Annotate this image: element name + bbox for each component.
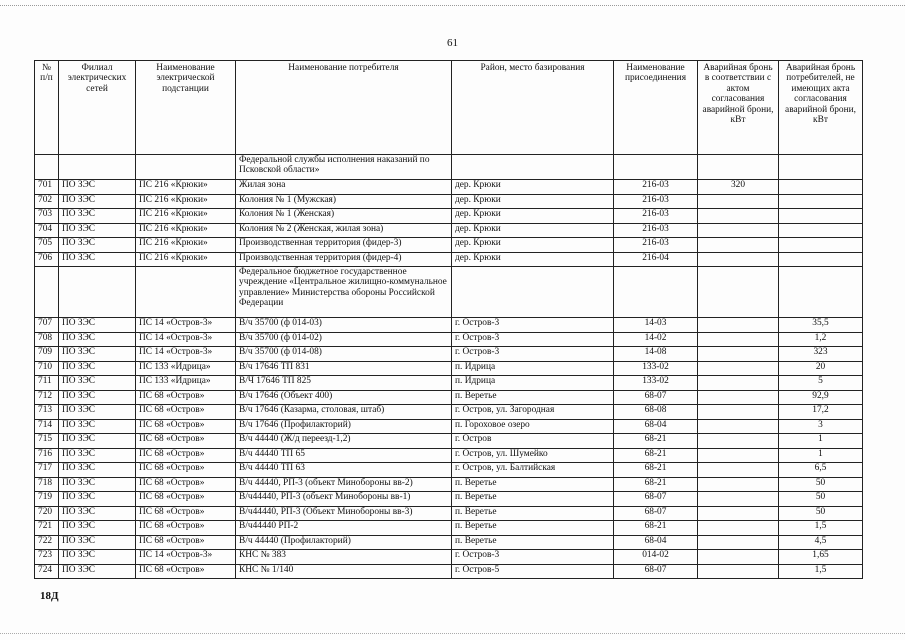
table-row: [35, 252, 863, 267]
row-reserve-with-act: [698, 238, 779, 253]
row-number: 721: [35, 521, 59, 536]
row-reserve-with-act: [698, 361, 779, 376]
header-branch: Филиал электрических сетей: [59, 61, 136, 155]
table-row: [35, 209, 863, 224]
table-header: [35, 61, 863, 155]
row-branch: ПО ЗЭС: [59, 318, 136, 333]
row-connection: 216-03: [614, 238, 698, 253]
row-reserve-with-act: [698, 223, 779, 238]
row-reserve-with-act: [698, 506, 779, 521]
row-district: дер. Крюки: [452, 194, 614, 209]
row-reserve-without-act: 3: [779, 419, 863, 434]
row-substation: ПС 14 «Остров-3»: [136, 332, 236, 347]
row-substation: ПС 68 «Остров»: [136, 477, 236, 492]
row-substation: ПС 68 «Остров»: [136, 521, 236, 536]
row-district: п. Веретье: [452, 390, 614, 405]
row-substation: ПС 68 «Остров»: [136, 419, 236, 434]
table-row: [35, 492, 863, 507]
row-reserve-without-act: 17,2: [779, 405, 863, 420]
row-connection: 68-21: [614, 463, 698, 478]
row-connection: 014-02: [614, 550, 698, 565]
section-empty-cell: [59, 267, 136, 318]
row-number: 701: [35, 180, 59, 195]
row-consumer: В/ч44440, РП-3 (объект Минобороны вв-1): [236, 492, 452, 507]
top-border-rule: [0, 5, 905, 6]
row-branch: ПО ЗЭС: [59, 521, 136, 536]
header-consumer: Наименование потребителя: [236, 61, 452, 155]
header-reserve-without-act: Аварийная бронь потребителей, не имеющих акта согласования аварийной брони, кВт: [779, 61, 863, 155]
row-number: 717: [35, 463, 59, 478]
row-number: 715: [35, 434, 59, 449]
table-row: [35, 361, 863, 376]
table-row: [35, 347, 863, 362]
row-reserve-without-act: 6,5: [779, 463, 863, 478]
row-district: г. Остров-3: [452, 550, 614, 565]
section-title: Федеральное бюджетное государственное учреждение «Центральное жилищно-коммунальное управление» Министерства обороны Российской Федерации: [236, 267, 452, 318]
table-row: [35, 318, 863, 333]
row-connection: 14-08: [614, 347, 698, 362]
row-reserve-without-act: 50: [779, 492, 863, 507]
row-reserve-with-act: [698, 521, 779, 536]
row-consumer: В/ч44440, РП-3 (Объект Минобороны вв-3): [236, 506, 452, 521]
row-reserve-without-act: 35,5: [779, 318, 863, 333]
row-district: г. Остров-5: [452, 564, 614, 579]
row-substation: ПС 14 «Остров-3»: [136, 347, 236, 362]
page-number: 61: [447, 37, 458, 49]
section-header-row: [35, 155, 863, 180]
table-row: [35, 376, 863, 391]
row-reserve-without-act: [779, 223, 863, 238]
row-branch: ПО ЗЭС: [59, 180, 136, 195]
row-number: 719: [35, 492, 59, 507]
row-substation: ПС 133 «Идрица»: [136, 376, 236, 391]
row-reserve-without-act: 50: [779, 506, 863, 521]
row-connection: 216-03: [614, 194, 698, 209]
row-connection: 68-21: [614, 434, 698, 449]
row-district: г. Остров, ул. Балтийская: [452, 463, 614, 478]
row-branch: ПО ЗЭС: [59, 238, 136, 253]
section-title: Федеральной службы исполнения наказаний по Псковской области»: [236, 155, 452, 180]
row-number: 722: [35, 535, 59, 550]
table-row: [35, 550, 863, 565]
row-connection: 68-08: [614, 405, 698, 420]
row-reserve-without-act: 20: [779, 361, 863, 376]
row-branch: ПО ЗЭС: [59, 194, 136, 209]
row-substation: ПС 68 «Остров»: [136, 535, 236, 550]
row-district: п. Веретье: [452, 535, 614, 550]
row-connection: 216-04: [614, 252, 698, 267]
section-header-row: [35, 267, 863, 318]
row-branch: ПО ЗЭС: [59, 535, 136, 550]
row-connection: 68-07: [614, 492, 698, 507]
row-consumer: В/ч44440 РП-2: [236, 521, 452, 536]
row-substation: ПС 14 «Остров-3»: [136, 318, 236, 333]
row-number: 709: [35, 347, 59, 362]
row-district: дер. Крюки: [452, 223, 614, 238]
row-district: дер. Крюки: [452, 209, 614, 224]
table-row: [35, 448, 863, 463]
row-reserve-without-act: 4,5: [779, 535, 863, 550]
row-consumer: Жилая зона: [236, 180, 452, 195]
section-empty-cell: [779, 155, 863, 180]
table-row: [35, 434, 863, 449]
row-branch: ПО ЗЭС: [59, 434, 136, 449]
row-district: п. Веретье: [452, 506, 614, 521]
emergency-reserve-table: [34, 60, 863, 579]
row-number: 716: [35, 448, 59, 463]
row-reserve-with-act: [698, 477, 779, 492]
table-row: [35, 506, 863, 521]
row-reserve-without-act: [779, 209, 863, 224]
table-row: [35, 194, 863, 209]
row-reserve-without-act: 92,9: [779, 390, 863, 405]
row-consumer: В/ч 17646 (Казарма, столовая, штаб): [236, 405, 452, 420]
section-empty-cell: [59, 155, 136, 180]
row-reserve-without-act: 1,2: [779, 332, 863, 347]
row-branch: ПО ЗЭС: [59, 506, 136, 521]
table-row: [35, 223, 863, 238]
row-substation: ПС 68 «Остров»: [136, 463, 236, 478]
table-row: [35, 477, 863, 492]
row-reserve-with-act: [698, 463, 779, 478]
row-number: 706: [35, 252, 59, 267]
row-connection: 14-03: [614, 318, 698, 333]
row-number: 724: [35, 564, 59, 579]
table-row: [35, 390, 863, 405]
row-reserve-with-act: [698, 448, 779, 463]
row-district: дер. Крюки: [452, 238, 614, 253]
section-empty-cell: [614, 155, 698, 180]
row-reserve-with-act: [698, 347, 779, 362]
table-row: [35, 521, 863, 536]
row-consumer: В/ч 44440 (Ж/д переезд-1,2): [236, 434, 452, 449]
row-branch: ПО ЗЭС: [59, 405, 136, 420]
row-district: п. Веретье: [452, 477, 614, 492]
row-district: г. Остров: [452, 434, 614, 449]
row-connection: 14-02: [614, 332, 698, 347]
row-connection: 68-21: [614, 477, 698, 492]
row-number: 704: [35, 223, 59, 238]
bottom-border-rule: [0, 633, 905, 634]
row-branch: ПО ЗЭС: [59, 492, 136, 507]
row-consumer: В/ч 44440 ТП 63: [236, 463, 452, 478]
header-number: № п/п: [35, 61, 59, 155]
row-substation: ПС 68 «Остров»: [136, 405, 236, 420]
row-substation: ПС 216 «Крюки»: [136, 223, 236, 238]
row-district: п. Идрица: [452, 361, 614, 376]
table-row: [35, 564, 863, 579]
row-reserve-with-act: [698, 405, 779, 420]
row-reserve-with-act: [698, 419, 779, 434]
row-reserve-with-act: [698, 434, 779, 449]
row-connection: 68-07: [614, 564, 698, 579]
row-reserve-without-act: 1,5: [779, 564, 863, 579]
row-district: п. Идрица: [452, 376, 614, 391]
row-substation: ПС 216 «Крюки»: [136, 194, 236, 209]
row-reserve-without-act: 50: [779, 477, 863, 492]
row-substation: ПС 68 «Остров»: [136, 434, 236, 449]
row-consumer: Колония № 1 (Женская): [236, 209, 452, 224]
section-empty-cell: [698, 267, 779, 318]
row-substation: ПС 216 «Крюки»: [136, 252, 236, 267]
row-reserve-with-act: [698, 194, 779, 209]
row-reserve-without-act: 323: [779, 347, 863, 362]
row-branch: ПО ЗЭС: [59, 419, 136, 434]
row-number: 720: [35, 506, 59, 521]
row-connection: 68-21: [614, 448, 698, 463]
row-reserve-without-act: 1: [779, 448, 863, 463]
table-row: [35, 405, 863, 420]
row-connection: 68-04: [614, 535, 698, 550]
row-district: г. Остров-3: [452, 347, 614, 362]
table-row: [35, 419, 863, 434]
row-connection: 216-03: [614, 209, 698, 224]
row-substation: ПС 68 «Остров»: [136, 492, 236, 507]
row-consumer: В/ч 35700 (ф 014-02): [236, 332, 452, 347]
row-connection: 68-07: [614, 506, 698, 521]
table-row: [35, 238, 863, 253]
row-district: дер. Крюки: [452, 252, 614, 267]
row-substation: ПС 68 «Остров»: [136, 390, 236, 405]
row-reserve-without-act: 1: [779, 434, 863, 449]
row-substation: ПС 68 «Остров»: [136, 506, 236, 521]
row-district: п. Гороховое озеро: [452, 419, 614, 434]
row-branch: ПО ЗЭС: [59, 448, 136, 463]
row-branch: ПО ЗЭС: [59, 252, 136, 267]
section-empty-cell: [35, 267, 59, 318]
row-district: п. Веретье: [452, 492, 614, 507]
row-district: г. Остров, ул. Загородная: [452, 405, 614, 420]
footer-code: 18Д: [40, 590, 59, 602]
row-reserve-without-act: 1,65: [779, 550, 863, 565]
row-consumer: В/ч 44440 (Профилакторий): [236, 535, 452, 550]
row-reserve-with-act: [698, 332, 779, 347]
table-row: [35, 332, 863, 347]
row-consumer: КНС № 1/140: [236, 564, 452, 579]
row-reserve-without-act: 1,5: [779, 521, 863, 536]
section-empty-cell: [35, 155, 59, 180]
header-district: Район, место базирования: [452, 61, 614, 155]
row-number: 708: [35, 332, 59, 347]
row-substation: ПС 14 «Остров-3»: [136, 550, 236, 565]
row-consumer: В/ч 44440, РП-3 (объект Минобороны вв-2): [236, 477, 452, 492]
section-empty-cell: [136, 267, 236, 318]
section-empty-cell: [452, 267, 614, 318]
row-number: 711: [35, 376, 59, 391]
row-branch: ПО ЗЭС: [59, 463, 136, 478]
table-row: [35, 463, 863, 478]
row-number: 714: [35, 419, 59, 434]
row-branch: ПО ЗЭС: [59, 347, 136, 362]
row-consumer: В/Ч 17646 ТП 825: [236, 376, 452, 391]
row-branch: ПО ЗЭС: [59, 564, 136, 579]
row-consumer: Производственная территория (фидер-4): [236, 252, 452, 267]
row-reserve-with-act: [698, 564, 779, 579]
row-connection: 133-02: [614, 376, 698, 391]
row-number: 723: [35, 550, 59, 565]
row-reserve-without-act: [779, 252, 863, 267]
table-body: [35, 155, 863, 579]
row-connection: 68-04: [614, 419, 698, 434]
row-number: 718: [35, 477, 59, 492]
row-branch: ПО ЗЭС: [59, 376, 136, 391]
row-consumer: В/ч 35700 (ф 014-08): [236, 347, 452, 362]
section-empty-cell: [136, 155, 236, 180]
row-reserve-with-act: [698, 550, 779, 565]
row-consumer: В/ч 17646 ТП 831: [236, 361, 452, 376]
header-reserve-with-act: Аварийная бронь в соответствии с актом согласования аварийной брони, кВт: [698, 61, 779, 155]
row-substation: ПС 68 «Остров»: [136, 448, 236, 463]
section-empty-cell: [698, 155, 779, 180]
row-district: дер. Крюки: [452, 180, 614, 195]
row-substation: ПС 216 «Крюки»: [136, 209, 236, 224]
row-reserve-with-act: [698, 209, 779, 224]
row-consumer: В/ч 17646 (Объект 400): [236, 390, 452, 405]
row-branch: ПО ЗЭС: [59, 209, 136, 224]
row-connection: 68-07: [614, 390, 698, 405]
section-empty-cell: [452, 155, 614, 180]
row-district: г. Остров-3: [452, 318, 614, 333]
row-substation: ПС 133 «Идрица»: [136, 361, 236, 376]
row-number: 712: [35, 390, 59, 405]
row-substation: ПС 216 «Крюки»: [136, 180, 236, 195]
row-consumer: В/ч 17646 (Профилакторий): [236, 419, 452, 434]
row-reserve-with-act: [698, 318, 779, 333]
row-branch: ПО ЗЭС: [59, 550, 136, 565]
row-number: 705: [35, 238, 59, 253]
table-row: [35, 535, 863, 550]
row-reserve-without-act: [779, 194, 863, 209]
header-connection: Наименование присоединения: [614, 61, 698, 155]
row-connection: 68-21: [614, 521, 698, 536]
row-reserve-without-act: 5: [779, 376, 863, 391]
row-consumer: В/ч 44440 ТП 65: [236, 448, 452, 463]
row-branch: ПО ЗЭС: [59, 332, 136, 347]
row-reserve-with-act: 320: [698, 180, 779, 195]
section-empty-cell: [614, 267, 698, 318]
row-substation: ПС 216 «Крюки»: [136, 238, 236, 253]
row-number: 713: [35, 405, 59, 420]
row-connection: 216-03: [614, 180, 698, 195]
row-reserve-with-act: [698, 390, 779, 405]
row-consumer: Колония № 1 (Мужская): [236, 194, 452, 209]
row-branch: ПО ЗЭС: [59, 390, 136, 405]
row-connection: 133-02: [614, 361, 698, 376]
row-number: 707: [35, 318, 59, 333]
row-substation: ПС 68 «Остров»: [136, 564, 236, 579]
row-district: г. Остров-3: [452, 332, 614, 347]
row-consumer: Колония № 2 (Женская, жилая зона): [236, 223, 452, 238]
row-district: п. Веретье: [452, 521, 614, 536]
row-consumer: Производственная территория (фидер-3): [236, 238, 452, 253]
row-branch: ПО ЗЭС: [59, 477, 136, 492]
row-connection: 216-03: [614, 223, 698, 238]
row-reserve-with-act: [698, 252, 779, 267]
row-reserve-without-act: [779, 238, 863, 253]
row-number: 702: [35, 194, 59, 209]
row-district: г. Остров, ул. Шумейко: [452, 448, 614, 463]
row-number: 710: [35, 361, 59, 376]
section-empty-cell: [779, 267, 863, 318]
row-branch: ПО ЗЭС: [59, 223, 136, 238]
row-number: 703: [35, 209, 59, 224]
header-substation: Наименование электрической подстанции: [136, 61, 236, 155]
row-reserve-with-act: [698, 492, 779, 507]
row-branch: ПО ЗЭС: [59, 361, 136, 376]
row-reserve-without-act: [779, 180, 863, 195]
row-consumer: КНС № 383: [236, 550, 452, 565]
row-consumer: В/ч 35700 (ф 014-03): [236, 318, 452, 333]
row-reserve-with-act: [698, 535, 779, 550]
row-reserve-with-act: [698, 376, 779, 391]
table-row: [35, 180, 863, 195]
